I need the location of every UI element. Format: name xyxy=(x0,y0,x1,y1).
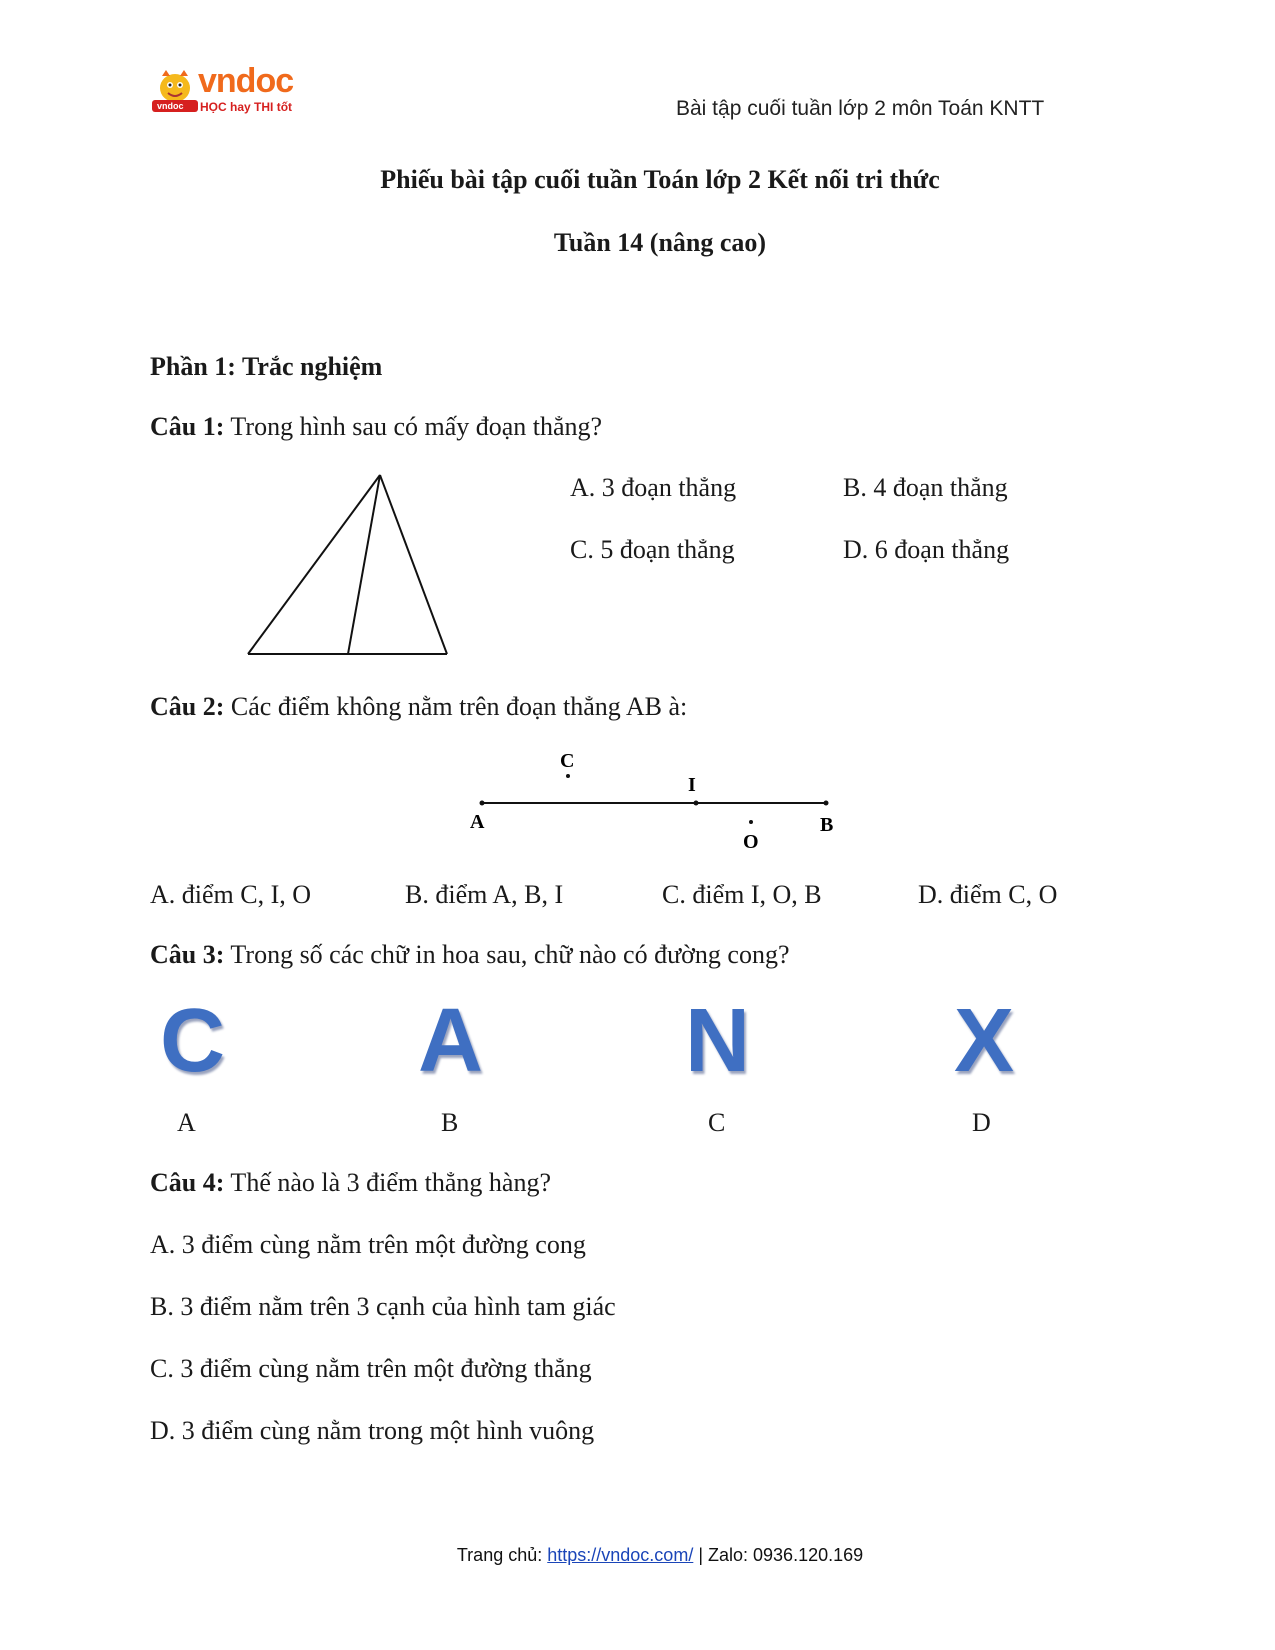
q3-option-b[interactable]: B xyxy=(441,1108,459,1137)
q3-option-d[interactable]: D xyxy=(972,1108,991,1137)
footer-prefix: Trang chủ: xyxy=(456,1545,548,1565)
q2-option-b[interactable]: B. điểm A, B, I xyxy=(405,880,564,909)
question-1-text: Trong hình sau có mấy đoạn thẳng? xyxy=(224,412,603,441)
letter-n: N xyxy=(685,991,750,1091)
segment-middle xyxy=(348,475,380,654)
q3-option-a[interactable]: A xyxy=(177,1108,196,1137)
logo-tagline xyxy=(200,100,292,114)
q4-option-c[interactable]: C. 3 điểm cùng nằm trên một đường thẳng xyxy=(150,1354,592,1383)
question-2-label: Câu 2: xyxy=(150,692,225,721)
q4-option-a[interactable]: A. 3 điểm cùng nằm trên một đường cong xyxy=(150,1230,586,1259)
header-title: Bài tập cuối tuần lớp 2 môn Toán KNTT xyxy=(676,97,1045,120)
footer-contact: | Zalo: 0936.120.169 xyxy=(693,1545,864,1565)
footer-home-link[interactable]: https://vndoc.com/ xyxy=(547,1545,694,1565)
segment-ab-figure xyxy=(460,745,840,865)
q3-option-c[interactable]: C xyxy=(708,1108,726,1137)
q1-option-b[interactable]: B. 4 đoạn thẳng xyxy=(843,473,1008,502)
q2-option-a[interactable]: A. điểm C, I, O xyxy=(150,880,312,909)
section-heading: Phần 1: Trắc nghiệm xyxy=(150,352,383,381)
label-o: O xyxy=(743,831,759,853)
q1-option-d[interactable]: D. 6 đoạn thẳng xyxy=(843,535,1010,564)
point-o xyxy=(749,820,753,824)
question-4 xyxy=(150,1168,551,1198)
label-c: C xyxy=(560,750,575,772)
point-a xyxy=(480,801,485,806)
logo-badge-text: vndoc xyxy=(157,101,184,111)
q1-option-c[interactable]: C. 5 đoạn thẳng xyxy=(570,535,735,564)
question-3 xyxy=(150,940,790,970)
page-footer xyxy=(0,1545,1275,1566)
page-subtitle: Tuần 14 (nâng cao) xyxy=(553,228,767,257)
question-4-text: Thế nào là 3 điểm thẳng hàng? xyxy=(224,1168,551,1197)
question-1-label: Câu 1: xyxy=(150,412,225,441)
label-b: B xyxy=(820,814,834,836)
question-3-text: Trong số các chữ in hoa sau, chữ nào có đường cong? xyxy=(224,940,790,969)
letter-a: A xyxy=(418,991,483,1091)
question-4-label: Câu 4: xyxy=(150,1168,225,1197)
logo-tagline-2: THI tốt xyxy=(254,100,293,114)
q2-option-d[interactable]: D. điểm C, O xyxy=(918,880,1058,909)
logo-word: vndoc xyxy=(198,62,294,100)
logo-tagline-1: HỌC hay xyxy=(200,100,251,114)
page-title: Phiếu bài tập cuối tuần Toán lớp 2 Kết nối tri thức xyxy=(380,165,940,194)
label-i: I xyxy=(688,774,696,796)
point-c xyxy=(566,774,570,778)
letter-c: C xyxy=(160,991,225,1091)
point-b xyxy=(824,801,829,806)
q1-option-a[interactable]: A. 3 đoạn thẳng xyxy=(570,473,737,502)
q2-option-c[interactable]: C. điểm I, O, B xyxy=(662,880,822,909)
segment-right xyxy=(380,475,447,654)
question-2 xyxy=(150,692,687,722)
q4-option-d[interactable]: D. 3 điểm cùng nằm trong một hình vuông xyxy=(150,1416,595,1445)
label-a: A xyxy=(470,811,485,833)
triangle-figure xyxy=(240,470,450,660)
question-3-label: Câu 3: xyxy=(150,940,225,969)
question-2-text: Các điểm không nằm trên đoạn thẳng AB à: xyxy=(224,692,688,721)
question-1 xyxy=(150,412,602,442)
letter-x: X xyxy=(954,991,1015,1091)
q4-option-b[interactable]: B. 3 điểm nằm trên 3 cạnh của hình tam giác xyxy=(150,1292,616,1321)
point-i xyxy=(694,801,699,806)
vndoc-logo xyxy=(150,62,310,120)
segment-left xyxy=(248,475,380,654)
